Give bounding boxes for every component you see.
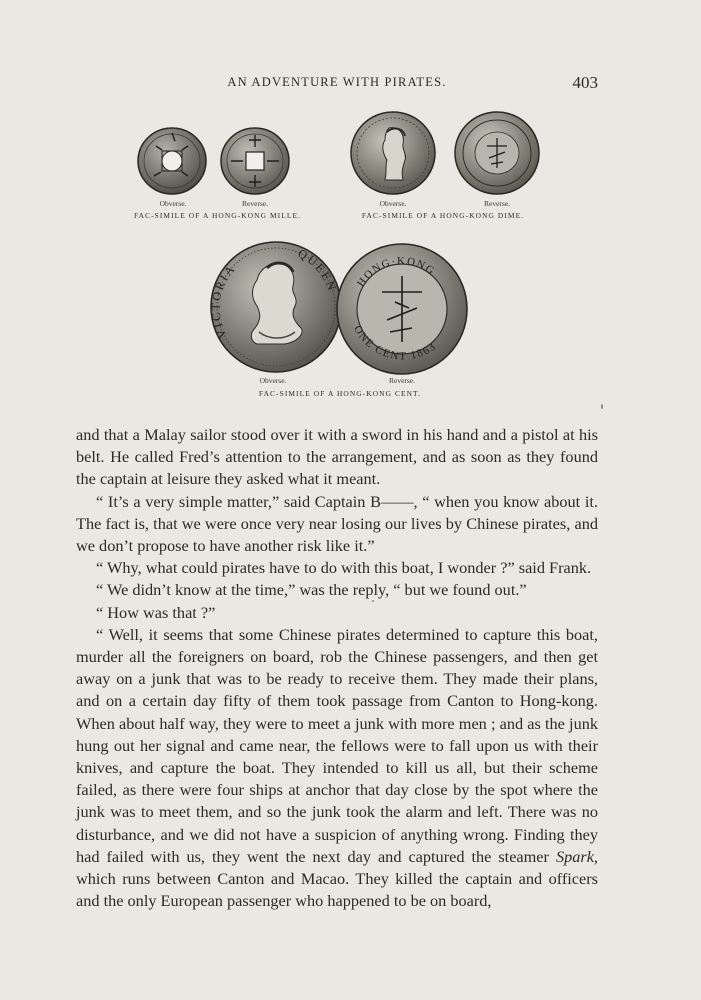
- mille-reverse-coin: [219, 126, 291, 196]
- paragraph-text: “ Well, it seems that some Chinese pirates determined to capture this boat, murder all the foreigners on board, rob the Chinese passengers, and then get away on a junk that was to be ready to receive them. They made their plans, and on a certain day fifty of them took passage from Canton to Hong-kong. When about half way, they were to meet a junk with more men ; and as the junk hung out her signal and came near, the fellows were to fall upon us with their knives, and capture the boat. They intended to kill us all, but their scheme failed, as there were four ships at anchor that day close by the spot where the junk was to meet them, and so the junk took the alarm and left. There was no disturbance, and we did not have a suspicion of anything wrong. Finding they had failed with us, they went the next day and captured the steamer: [76, 624, 598, 866]
- paragraph: and that a Malay sailor stood over it with a sword in his hand and a pistol at his belt. He called Fred’s attention to the arrangement, and as soon as they found the captain at leisure they asked what it meant.: [76, 425, 598, 489]
- cent-caption: FAC-SIMILE OF A HONG-KONG CENT.: [258, 389, 422, 398]
- dime-reverse-coin: [453, 110, 541, 196]
- mille-obverse-coin: [136, 126, 208, 196]
- cent-obverse-label: Obverse.: [259, 376, 287, 385]
- cent-obverse-legend-left: VICTORIA: [209, 261, 239, 341]
- ship-name: Spark: [555, 846, 594, 866]
- body-text: [76, 424, 598, 912]
- cent-reverse-label: Reverse.: [388, 376, 416, 385]
- page-number: 403: [572, 73, 598, 92]
- mille-caption: FAC-SIMILE OF A HONG-KONG MILLE.: [133, 211, 302, 220]
- dime-obverse-coin: [349, 110, 437, 196]
- cent-reverse-legend-top: HONG·KONG: [354, 255, 438, 290]
- mille-reverse-label: Reverse.: [241, 199, 269, 208]
- dime-obverse-label: Obverse.: [379, 199, 407, 208]
- cent-obverse-legend-right: QUEEN: [295, 246, 340, 294]
- running-head: [76, 73, 598, 93]
- mille-obverse-label: Obverse.: [159, 199, 187, 208]
- paper-speck: [372, 600, 374, 602]
- paragraph: “ It’s a very simple matter,” said Captain B——, “ when you know about it. The fact is, that we were once very near losing our lives by Chinese pirates, and we don’t propose to have another risk like it.”: [76, 491, 598, 556]
- paragraph: “ How was that ?”: [96, 602, 216, 622]
- paragraph: “ Why, what could pirates have to do with this boat, I wonder ?” said Frank.: [96, 558, 592, 578]
- cent-reverse-legend-bottom: ONE CENT 1863: [351, 323, 439, 363]
- paragraph-text: , which runs between Canton and Macao. They killed the captain and officers and the only European passenger who happened to be on board,: [76, 846, 598, 911]
- cent-obverse-coin: [209, 240, 343, 374]
- paragraph: [76, 624, 598, 913]
- cent-reverse-coin: [335, 242, 469, 376]
- paragraph: “ We didn’t know at the time,” was the reply, “ but we found out.”: [96, 580, 527, 600]
- paper-speck: [601, 404, 603, 409]
- dime-reverse-label: Reverse.: [483, 199, 511, 208]
- dime-caption: FAC-SIMILE OF A HONG-KONG DIME.: [361, 211, 525, 220]
- running-title: AN ADVENTURE WITH PIRATES.: [227, 75, 447, 89]
